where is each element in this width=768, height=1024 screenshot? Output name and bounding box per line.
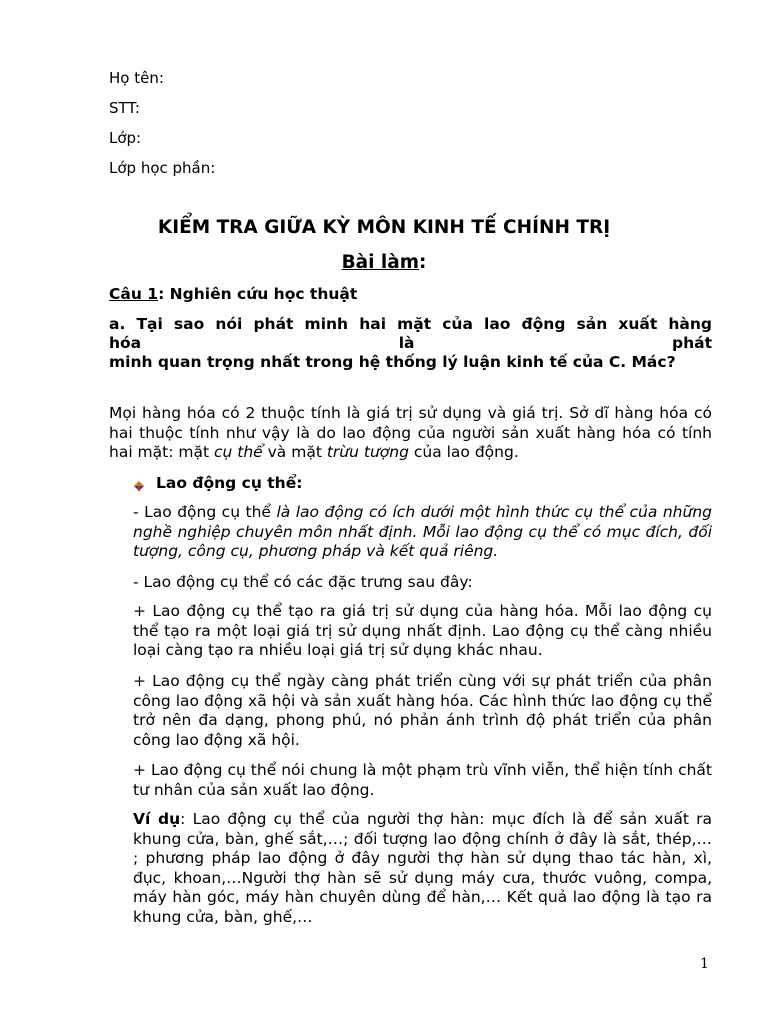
intro-text: và mặt: [262, 443, 327, 461]
part-a-word: hóa: [109, 334, 142, 352]
arrow-bullet-icon: [133, 477, 145, 489]
header-name: Họ tên:: [109, 69, 164, 87]
section-heading-text: Lao động cụ thể:: [156, 474, 303, 492]
intro-emphasis: cụ thể: [213, 443, 263, 461]
page-title: KIỂM TRA GIỮA KỲ MÔN KINH TẾ CHÍNH TRỊ: [157, 217, 611, 238]
features-intro: - Lao động cụ thể có các đặc trưng sau đây:: [133, 573, 473, 591]
subtitle-text: Bài làm: [341, 252, 420, 273]
header-stt: STT:: [109, 99, 140, 117]
example-paragraph: [133, 810, 712, 927]
definition-prefix: - Lao động cụ thể: [133, 503, 277, 521]
intro-emphasis: trừu tượng: [326, 443, 409, 461]
example-text: : Lao động cụ thể của người thợ hàn: mục đích là để sản xuất ra khung cửa, bàn, ghế sắt,…; đối tượng lao động chính ở đây là sắt, thép,… ; phương pháp lao động ở đây người thợ hàn sử dụng thao tác hàn, xì, đục, khoan,…Người thợ hàn sẽ sử dụng máy cưa, thước vuông, compa, máy hàn góc, máy hàn chuyên dùng để hàn,… Kết quả lao động là tạo ra khung cửa, bàn, ghế,…: [133, 810, 712, 926]
subtitle: [0, 251, 768, 275]
intro-paragraph: [109, 404, 712, 463]
header-class: Lớp:: [109, 129, 142, 147]
question-text: : Nghiên cứu học thuật: [158, 285, 358, 303]
example-label: Ví dụ: [133, 810, 181, 828]
definition-paragraph: [133, 503, 712, 562]
intro-text: Mọi hàng hóa có 2 thuộc tính là giá trị sử dụng và giá trị. Sở dĩ hàng hóa có hai thuộc tính như vậy là do lao động của người sản xuất hàng hóa có tính hai mặt: mặt: [109, 404, 712, 461]
section-heading: [133, 473, 302, 493]
page-number: 1: [700, 956, 709, 972]
question-label: Câu 1: [109, 285, 159, 303]
part-a-line1: a. Tại sao nói phát minh hai mặt của lao động sản xuất hàng: [109, 315, 712, 333]
question-heading: [109, 285, 712, 305]
feature-1: + Lao động cụ thể tạo ra giá trị sử dụng của hàng hóa. Mỗi lao động cụ thể tạo ra một loại giá trị sử dụng nhất định. Lao động cụ thể càng nhiều loại càng tạo ra nhiều loại giá trị sử dụng khác nhau.: [133, 602, 712, 659]
part-a-word: phát: [672, 334, 712, 352]
header-course-class: Lớp học phần:: [109, 159, 216, 177]
feature-2: + Lao động cụ thể ngày càng phát triển cùng với sự phát triển của phân công lao động xã hội và sản xuất hàng hóa. Các hình thức lao động cụ thể trở nên đa dạng, phong phú, nó phản ánh trình độ phát triển của phân công lao động xã hội.: [133, 672, 712, 749]
part-a-line3: minh quan trọng nhất trong hệ thống lý luận kinh tế của C. Mác?: [109, 353, 676, 371]
intro-text: của lao động.: [408, 443, 519, 461]
feature-3: + Lao động cụ thể nói chung là một phạm trù vĩnh viễn, thể hiện tính chất tư nhân của sản xuất lao động.: [133, 761, 712, 799]
part-a-line2: [109, 334, 712, 354]
subtitle-colon: :: [419, 252, 427, 273]
part-a-word: là: [398, 334, 415, 352]
definition-italic: là lao động có ích dưới một hình thức cụ thể của những nghề nghiệp chuyên môn nhất định. Mỗi lao động cụ thể có mục đích, đối tượng, công cụ, phương pháp và kết quả riêng.: [133, 503, 712, 560]
